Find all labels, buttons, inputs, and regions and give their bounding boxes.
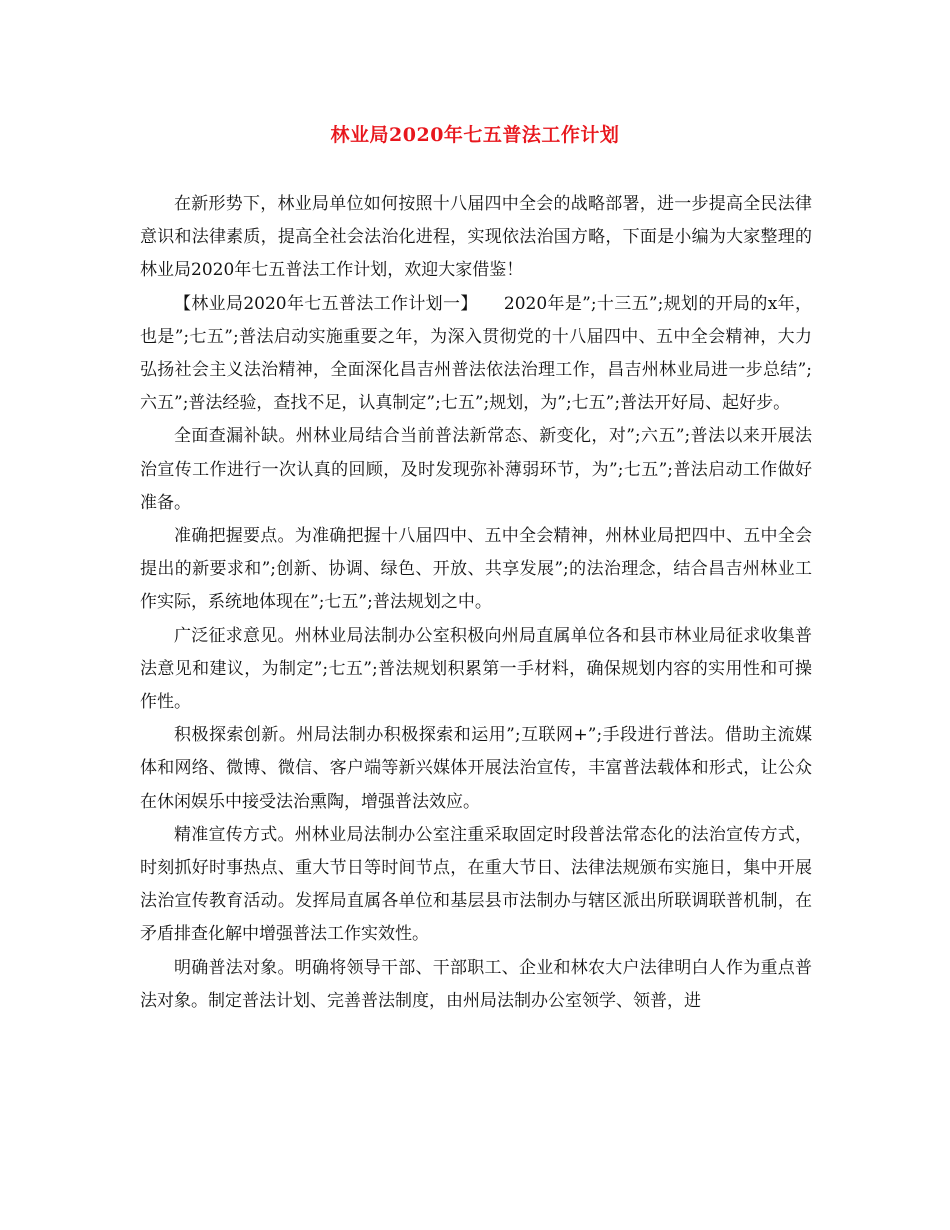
paragraph-intro: 在新形势下，林业局单位如何按照十八届四中全会的战略部署，进一步提高全民法律意识和法律素质，提高全社会法治化进程，实现依法治国方略，下面是小编为大家整理的林业局2020年七五普法工作计划，欢迎大家借鉴！ bbox=[140, 194, 812, 281]
document-title: 林业局2020年七五普法工作计划 bbox=[330, 124, 620, 146]
paragraph-review: 全面查漏补缺。州林业局结合当前普法新常态、新变化，对”;六五”;普法以来开展法治宣传工作进行一次认真的回顾，及时发现弥补薄弱环节，为”;七五”;普法启动工作做好准备。 bbox=[140, 426, 812, 513]
document-body bbox=[140, 188, 812, 1018]
paragraph-innovation: 积极探索创新。州局法制办积极探索和运用”;互联网+”;手段进行普法。借助主流媒体和网络、微博、微信、客户端等新兴媒体开展法治宣传，丰富普法载体和形式，让公众在休闲娱乐中接受法治熏陶，增强普法效应。 bbox=[140, 725, 812, 812]
paragraph-plan-one: 【林业局2020年七五普法工作计划一】 2020年是”;十三五”;规划的开局的x年，也是”;七五”;普法启动实施重要之年，为深入贯彻党的十八届四中、五中全会精神，大力弘扬社会主义法治精神，全面深化昌吉州普法依法治理工作，昌吉州林业局进一步总结”;六五”;普法经验，查找不足，认真制定”;七五”;规划，为”;七五”;普法开好局、起好步。 bbox=[140, 293, 812, 414]
paragraph-targets: 明确普法对象。明确将领导干部、干部职工、企业和林农大户法律明白人作为重点普法对象。制定普法计划、完善普法制度，由州局法制办公室领学、领普，进 bbox=[140, 957, 812, 1011]
paragraph-opinions: 广泛征求意见。州林业局法制办公室积极向州局直属单位各和县市林业局征求收集普法意见和建议，为制定”;七五”;普法规划积累第一手材料，确保规划内容的实用性和可操作性。 bbox=[140, 625, 812, 713]
paragraph-key-points: 准确把握要点。为准确把握十八届四中、五中全会精神，州林业局把四中、五中全会提出的新要求和”;创新、协调、绿色、开放、共享发展”;的法治理念，结合昌吉州林业工作实际，系统地体现在”;七五”;普法规划之中。 bbox=[140, 526, 812, 613]
paragraph-publicity: 精准宣传方式。州林业局法制办公室注重采取固定时段普法常态化的法治宣传方式，时刻抓好时事热点、重大节日等时间节点，在重大节日、法律法规颁布实施日，集中开展法治宣传教育活动。发挥局直属各单位和基层县市法制办与辖区派出所联调联普机制，在矛盾排查化解中增强普法工作实效性。 bbox=[140, 824, 812, 945]
